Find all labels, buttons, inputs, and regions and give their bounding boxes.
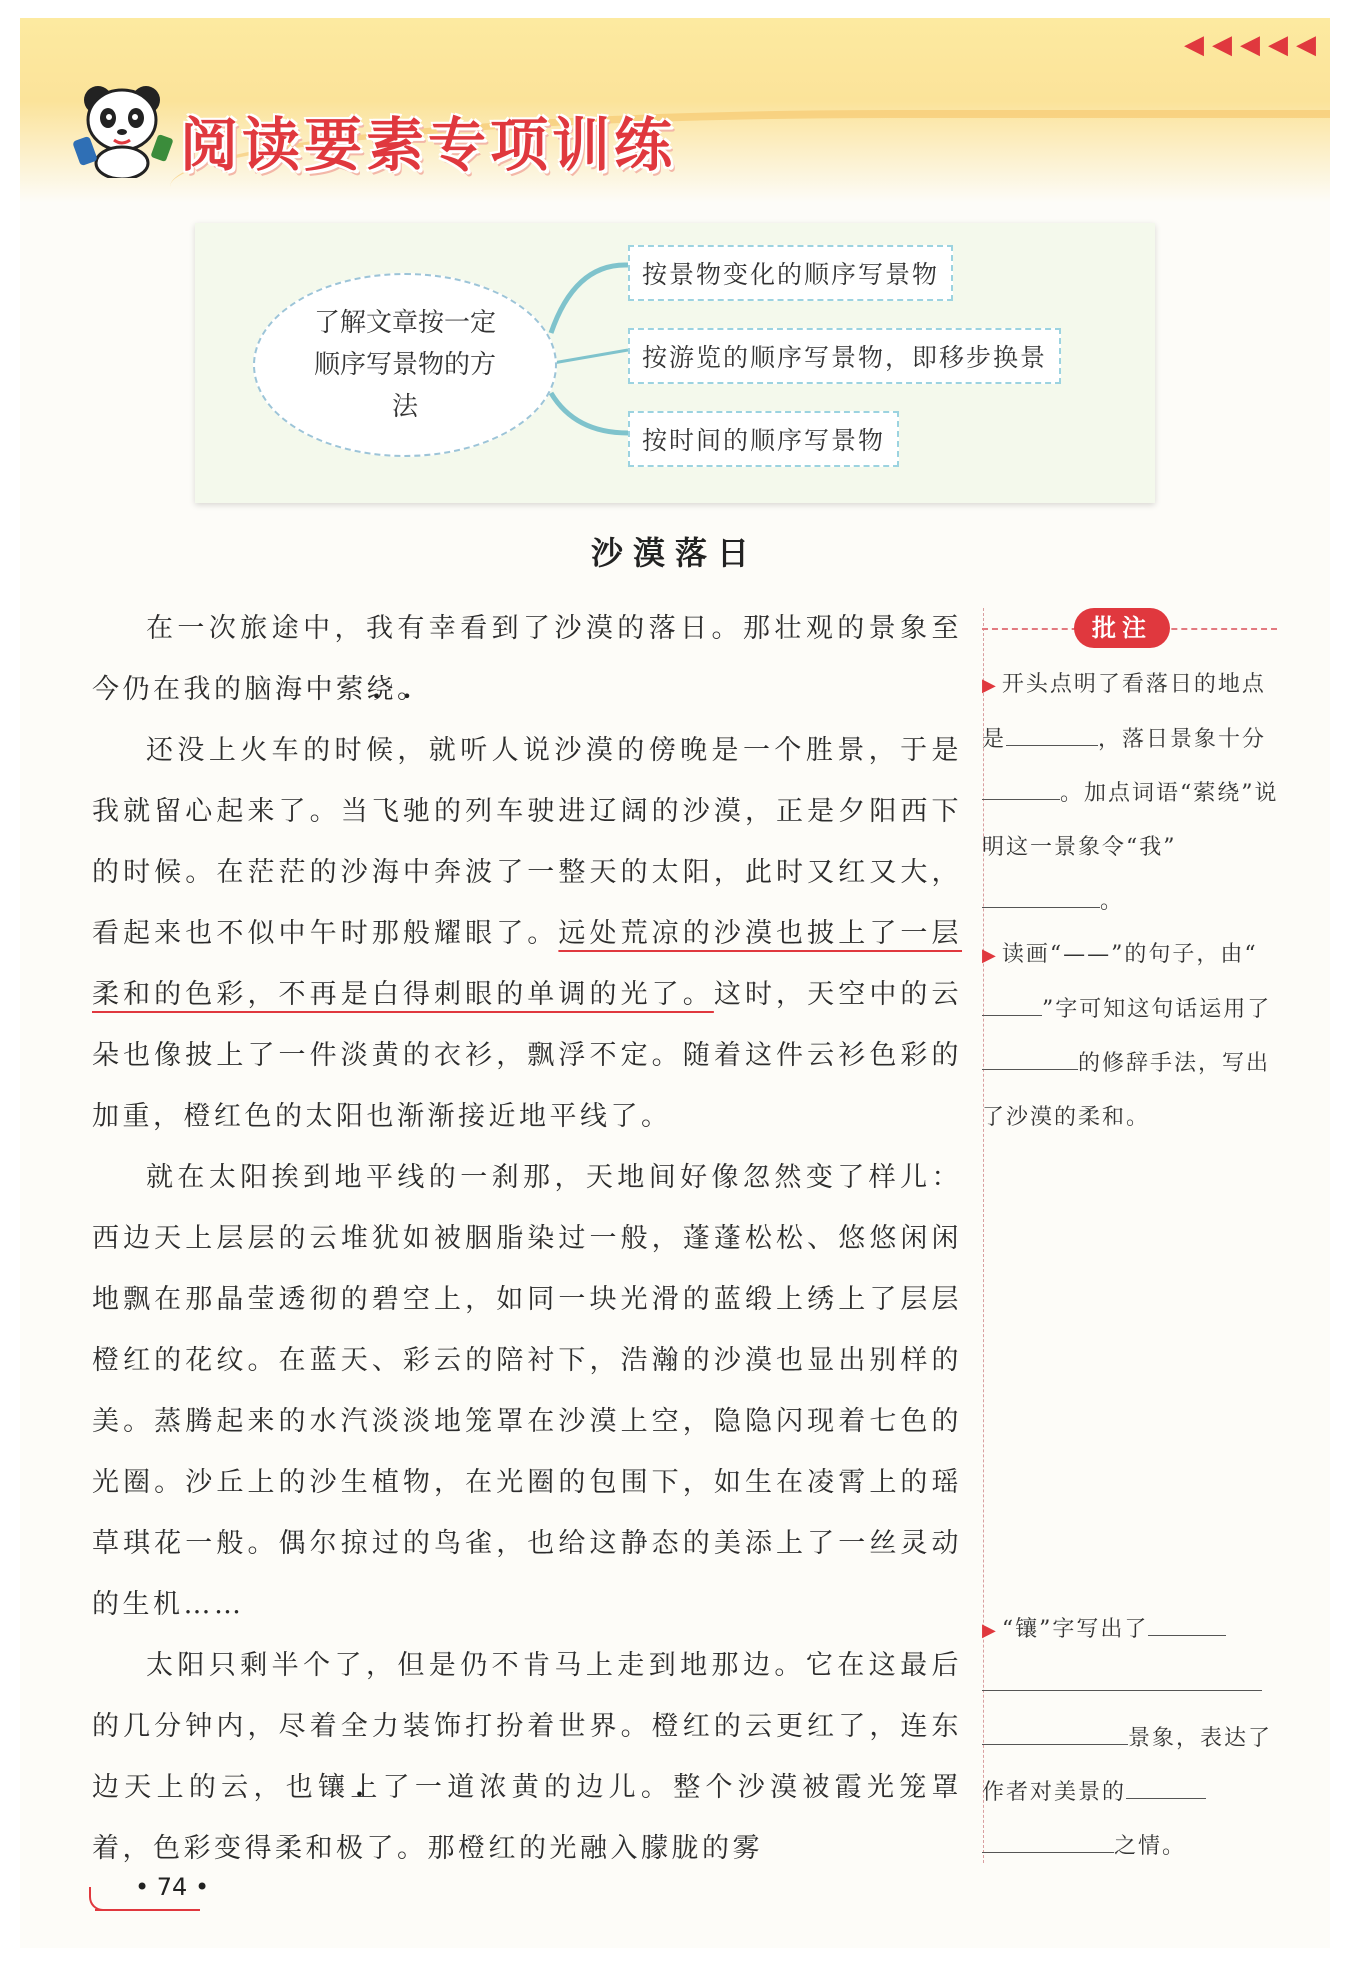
paragraph: 在一次旅途中，我有幸看到了沙漠的落日。那壮观的景象至今仍在我的脑海中萦 •绕 •。 bbox=[92, 598, 962, 720]
mind-map-branch: 按游览的顺序写景物，即移步换景 bbox=[628, 328, 1061, 384]
answer-blank[interactable] bbox=[982, 883, 1100, 908]
mind-map-center: 了解文章按一定顺序写景物的方法 bbox=[253, 273, 557, 457]
annotation-header bbox=[982, 598, 1277, 648]
annotation-badge: 批注 bbox=[1074, 608, 1170, 648]
answer-blank[interactable] bbox=[1148, 1611, 1226, 1636]
article-title: 沙漠落日 bbox=[590, 534, 759, 572]
answer-blank[interactable] bbox=[982, 1045, 1078, 1070]
answer-blank[interactable] bbox=[982, 991, 1042, 1016]
dotted-char: 绕 • bbox=[367, 674, 398, 705]
paragraph: 就在太阳挨到地平线的一刹那，天地间好像忽然变了样儿：西边天上层层的云堆犹如被胭脂染过一般，蓬蓬松松、悠悠闲闲地飘在那晶莹透彻的碧空上，如同一块光滑的蓝缎上绣上了层层橙红的花纹。在蓝天、彩云的陪衬下，浩瀚的沙漠也显出别样的美。蒸腾起来的水汽淡淡地笼罩在沙漠上空，隐隐闪现着七色的光圈。沙丘上的沙生植物，在光圈的包围下，如生在凌霄上的瑶草琪花一般。偶尔掠过的鸟雀，也给这静态的美添上了一丝灵动的生机…… bbox=[92, 1162, 962, 1620]
mind-map-branch: 按时间的顺序写景物 bbox=[628, 411, 899, 467]
annotation-question-2: ▶ 读画“——”的句子，由“”字可知这句话运用了的修辞手法，写出了沙漠的柔和。 bbox=[982, 942, 1272, 1130]
triangle-bullet-icon: ▶ bbox=[982, 945, 998, 966]
answer-blank[interactable] bbox=[982, 775, 1060, 800]
annotation-question-1: ▶ 开头点明了看落日的地点是 ，落日景象十分。加点词语“萦绕”说明这一景象令“我”。 bbox=[982, 672, 1279, 914]
answer-blank[interactable] bbox=[982, 1720, 1128, 1745]
header-banner bbox=[20, 18, 1330, 203]
page bbox=[20, 18, 1330, 1948]
dotted-char: 萦 • bbox=[336, 674, 367, 705]
dotted-char: 镶 • bbox=[318, 1772, 350, 1803]
article-body bbox=[92, 598, 962, 1879]
annotation-column bbox=[982, 598, 1279, 1859]
answer-blank[interactable] bbox=[1006, 721, 1098, 746]
underlined-sentence: 远处荒凉的沙漠也披上了一层柔和的色彩，不再是白得刺眼的单调的光了。 bbox=[92, 918, 963, 1010]
answer-blank[interactable] bbox=[982, 1828, 1114, 1853]
paragraph: 还没上火车的时候，就听人说沙漠的傍晚是一个胜景，于是我就留心起来了。当飞驰的列车驶进辽阔的沙漠，正是夕阳西下的时候。在茫茫的沙海中奔波了一整天的太阳，此时又红又大，看起来也不似中午时那般耀眼了。远处荒凉的沙漠也披上了一层柔和的色彩，不再是白得刺眼的单调的光了。这时，天空中的云朵也像披上了一件淡黄的衣衫，飘浮不定。随着这件云衫色彩的加重，橙红色的太阳也渐渐接近地平线了。 bbox=[92, 735, 963, 1132]
triangle-bullet-icon: ▶ bbox=[982, 675, 998, 696]
paragraph: 太阳只剩半个了，但是仍不肯马上走到地那边。它在这最后的几分钟内，尽着全力装饰打扮着世界。橙红的云更红了，连东边天上的云，也镶 •上了一道浓黄的边儿。整个沙漠被霞光笼罩着，色彩变得柔和极了。那橙红的光融入朦胧的雾 bbox=[92, 1635, 962, 1879]
answer-blank[interactable] bbox=[1126, 1774, 1206, 1799]
mind-map bbox=[195, 223, 1155, 503]
arrow-icons: ◀◀◀◀◀ bbox=[1184, 30, 1324, 60]
panda-mascot-icon bbox=[68, 78, 178, 178]
annotation-question-3: ▶ “镶”字写出了景象，表达了作者对美景的之情。 bbox=[982, 1603, 1282, 1874]
page-number: • 74 • bbox=[95, 1873, 169, 1901]
section-title: 阅读要素专项训练 bbox=[180, 111, 677, 179]
triangle-bullet-icon: ▶ bbox=[982, 1620, 998, 1641]
mind-map-branch: 按景物变化的顺序写景物 bbox=[628, 245, 953, 301]
answer-blank[interactable] bbox=[982, 1666, 1262, 1691]
